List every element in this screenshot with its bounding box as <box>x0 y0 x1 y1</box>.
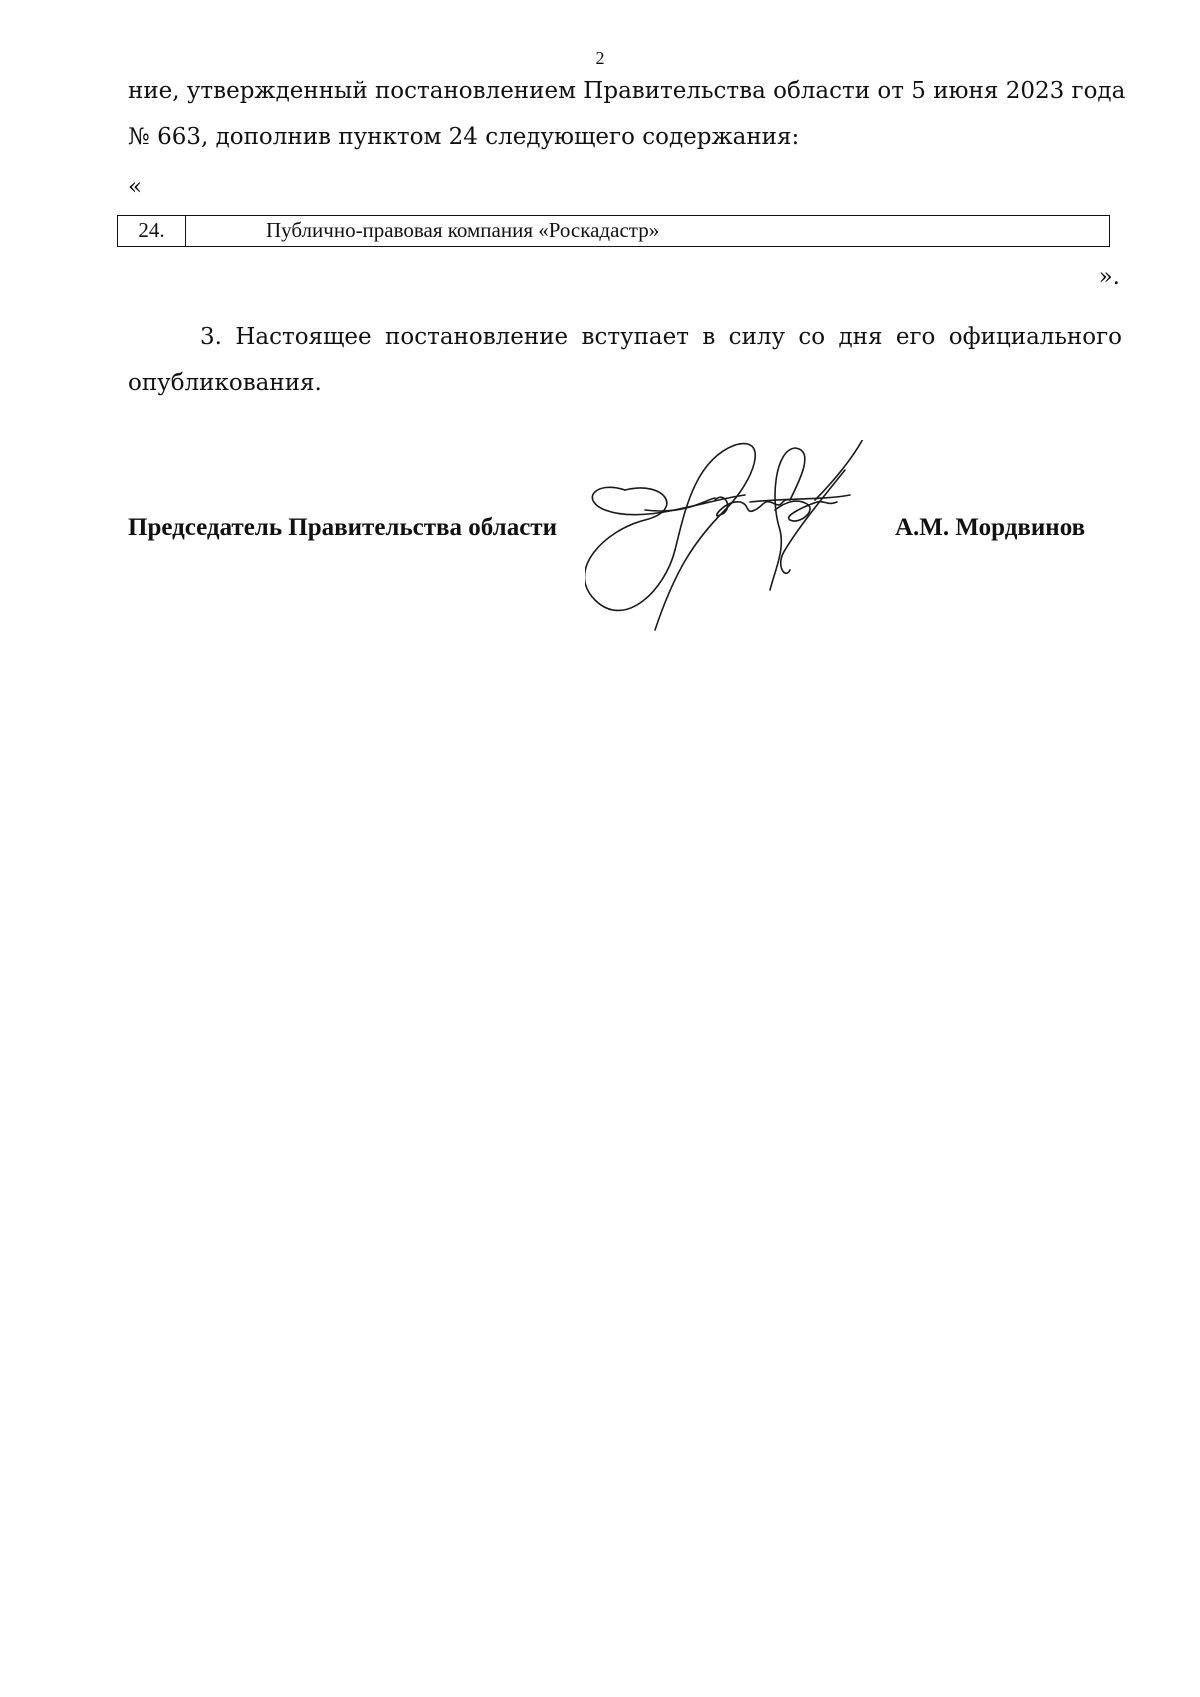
signatory-name: А.М. Мордвинов <box>895 514 1086 541</box>
inserted-table-row <box>117 215 1110 247</box>
handwritten-signature <box>585 440 945 640</box>
page-number: 2 <box>595 48 605 68</box>
paragraph-effective-date <box>128 314 1122 406</box>
signatory-position: Председатель Правительства области <box>128 514 557 541</box>
close-quote: ». <box>1098 264 1120 290</box>
table-cell-name: Публично-правовая компания «Роскадастр» <box>266 218 660 242</box>
paragraph-line: № 663, дополнив пунктом 24 следующего содержания: <box>128 124 800 150</box>
open-quote: « <box>128 174 143 200</box>
table-cell-number: 24. <box>118 216 186 246</box>
paragraph-line: ние, утвержденный постановлением Правительства области от 5 июня 2023 года <box>128 78 1126 104</box>
paragraph-line: 3. Настоящее постановление вступает в силу со дня его официального <box>200 324 1122 350</box>
paragraph-amendment <box>128 68 1126 160</box>
paragraph-line: опубликования. <box>128 370 322 396</box>
